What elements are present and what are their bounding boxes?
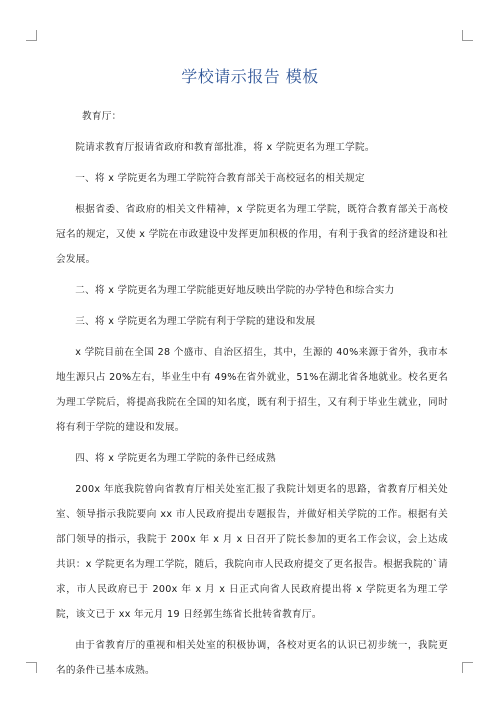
section-heading: 三、将 x 学院更名为理工学院有利于学院的建设和发展 bbox=[75, 316, 316, 327]
section-heading: 四、将 x 学院更名为理工学院的条件已经成熟 bbox=[75, 453, 276, 464]
crop-mark-bottom-left bbox=[26, 662, 37, 673]
paragraph: 院请求教育厅报请省政府和教育部批准，将 x 学院更名为理工学院。 bbox=[75, 142, 375, 153]
crop-mark-top-left bbox=[26, 30, 37, 41]
document-body bbox=[56, 104, 448, 689]
crop-mark-bottom-right bbox=[462, 662, 473, 673]
paragraph: 200x 年底我院曾向省教育厅相关处室汇报了我院计划更名的思路，省教育厅相关处室、领导指示我院要向 xx 市人民政府提出专题报告，并做好相关学院的工作。根据有关部门领导的指示，我院于 200x 年 x 月 x 日召开了院长参加的更名工作会议，会上达成共识：x 学院更名为理工学院，随后，我院向市人民政府提交了更名报告。根据我院的`请求，市人民政府已于 200x 年 x 月 x 日正式向省人民政府提出将 x 学院更名为理工学院，该文已于 xx 年元月 19 日经郭生练省长批转省教育厅。 bbox=[56, 484, 448, 620]
salutation: 教育厅： bbox=[82, 111, 122, 122]
paragraph: x 学院目前在全国 28 个盛市、自治区招生，其中，生源的 40%来源于省外，我市本地生源只占 20%左右，毕业生中有 49%在省外就业，51%在湖北省各地就业。校名更名为理工学院后，将提高我院在全国的知名度，既有利于招生，又有利于毕业生就业，同时将有利于学院的建设和发展。 bbox=[56, 347, 448, 433]
paragraph: 由于省教育厅的重视和相关处室的积极协调，各校对更名的认识已初步统一，我院更名的条件已基本成熟。 bbox=[56, 640, 448, 676]
crop-mark-top-right bbox=[462, 30, 473, 41]
section-heading: 二、将 x 学院更名为理工学院能更好地反映出学院的办学特色和综合实力 bbox=[75, 285, 395, 296]
section-heading: 一、将 x 学院更名为理工学院符合教育部关于高校冠名的相关规定 bbox=[75, 173, 365, 184]
document-title: 学校请示报告 模板 bbox=[181, 67, 319, 86]
paragraph: 根据省委、省政府的相关文件精神，x 学院更名为理工学院，既符合教育部关于高校冠名的规定，又使 x 学院在市政建设中发挥更加积极的作用，有利于我省的经济建设和社会发展。 bbox=[56, 204, 448, 265]
